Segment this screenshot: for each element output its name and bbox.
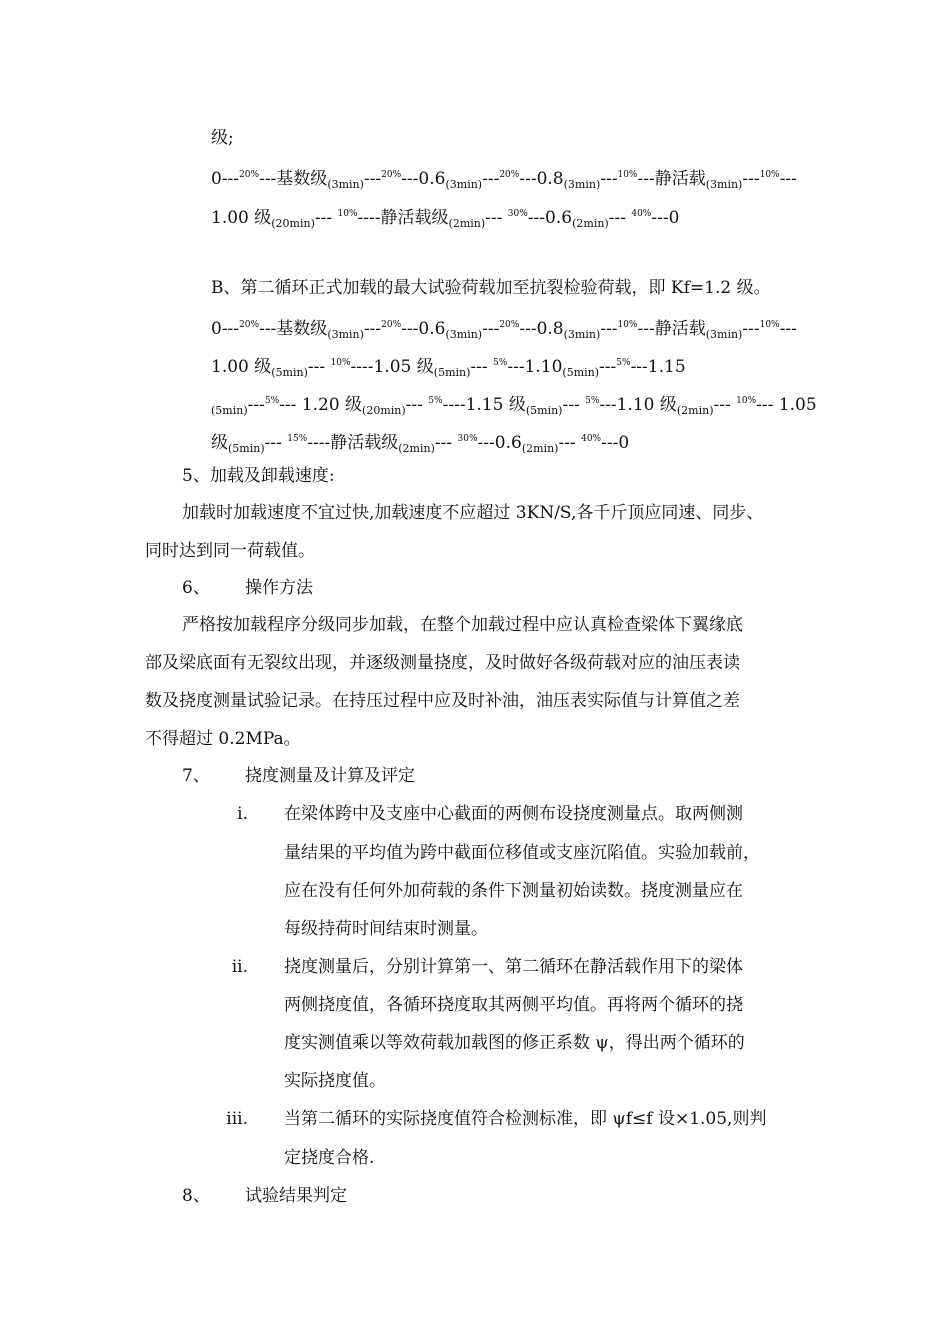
second-cycle-sequence-line-3-text-11: ---1.10 级 [599, 395, 677, 415]
second-cycle-sequence-line-1 [211, 314, 797, 346]
paragraph-tail: 级; [211, 128, 234, 148]
first-cycle-sequence-line-1-text-0: 0--- [211, 169, 240, 189]
section-7-number: 7、 [182, 766, 210, 786]
section-5-line-1: 加载时加载速度不宜过快,加载速度不应超过 3KN/S,各千斤顶应同速、同步、 [182, 503, 764, 523]
second-cycle-sequence-line-1-text-0: 0--- [211, 319, 240, 339]
second-cycle-sequence-line-3-text-3: --- 1.20 级 [279, 395, 363, 415]
second-cycle-sequence-line-4-supscript-3: 15% [287, 434, 308, 444]
second-cycle-sequence-line-4-supscript-11: 40% [581, 434, 602, 444]
first-cycle-sequence-line-2-text-2: --- [314, 208, 338, 228]
section-8-number: 8、 [182, 1186, 210, 1206]
second-cycle-sequence-line-3-subscript-8: (5min) [525, 404, 563, 417]
first-cycle-sequence-line-2-supscript-3: 10% [337, 209, 358, 219]
second-cycle-sequence-line-3-text-5: --- [405, 395, 429, 415]
list-item-iii-line-2: 定挠度合格. [284, 1148, 375, 1168]
first-cycle-sequence-line-2-supscript-11: 40% [631, 209, 652, 219]
section-6-title: 操作方法 [245, 578, 313, 598]
first-cycle-sequence-line-1-supscript-5: 20% [381, 170, 402, 180]
second-cycle-sequence-line-3-subscript-0: (5min) [211, 404, 248, 417]
second-cycle-sequence-line-4-supscript-7: 30% [457, 434, 478, 444]
second-cycle-sequence-line-1-text-8: --- [482, 319, 500, 339]
section-6-line-4: 不得超过 0.2MPa。 [145, 729, 301, 749]
first-cycle-sequence-line-2-subscript-1: (20min) [271, 217, 315, 230]
second-cycle-sequence-line-4-subscript-5: (2min) [398, 442, 435, 455]
second-cycle-sequence-line-4-text-8: ---0.6 [477, 433, 522, 453]
first-cycle-sequence-line-1-supscript-17: 10% [759, 170, 780, 180]
second-cycle-sequence-line-2-text-8: ---1.10 [507, 357, 563, 377]
second-cycle-sequence-line-1-text-6: ---0.6 [401, 319, 446, 339]
second-cycle-sequence-line-2-supscript-3: 10% [330, 358, 351, 368]
second-cycle-sequence-line-2-text-12: ---1.15 [630, 357, 686, 377]
list-marker-ii: ii. [231, 957, 248, 977]
first-cycle-sequence-line-2-text-8: ---0.6 [527, 208, 573, 228]
first-cycle-sequence-line-1-subscript-7: (3min) [445, 178, 483, 191]
list-item-ii-line-4: 实际挠度值。 [284, 1071, 386, 1091]
second-cycle-sequence-line-1-subscript-15: (3min) [705, 328, 743, 341]
second-cycle-sequence-line-3-text-9: --- [562, 395, 586, 415]
second-cycle-sequence-line-4-subscript-9: (2min) [521, 442, 559, 455]
section-6-line-1: 严格按加载程序分级同步加载，在整个加载过程中应认真检查梁体下翼缘底 [182, 615, 743, 635]
section-5-heading: 5、加载及卸载速度: [182, 466, 335, 486]
second-cycle-sequence-line-3-text-7: ----1.15 级 [442, 395, 526, 415]
first-cycle-sequence-line-1-supscript-1: 20% [239, 170, 260, 180]
list-item-iii-line-1: 当第二循环的实际挠度值符合检测标准，即 ψf≤f 设×1.05,则判 [284, 1109, 767, 1129]
first-cycle-sequence-line-1-text-4: --- [363, 169, 382, 189]
first-cycle-sequence-line-1-text-6: ---0.6 [401, 169, 446, 189]
second-cycle-sequence-line-2-supscript-7: 5% [493, 358, 508, 368]
second-cycle-sequence-line-4-text-10: --- [558, 433, 582, 453]
second-cycle-sequence-line-3-supscript-14: 10% [736, 396, 757, 406]
first-cycle-sequence-line-1-text-16: --- [742, 169, 760, 189]
second-cycle-sequence-line-3-supscript-6: 5% [428, 396, 443, 406]
first-cycle-sequence-line-2-subscript-9: (2min) [572, 217, 609, 230]
first-cycle-sequence-line-1-supscript-13: 10% [617, 170, 638, 180]
list-marker-i: i. [237, 804, 248, 824]
first-cycle-sequence-line-2-text-10: --- [608, 208, 632, 228]
second-cycle-sequence-line-1-text-2: ---基数级 [259, 319, 328, 339]
second-cycle-sequence-line-2-subscript-1: (5min) [271, 366, 308, 379]
second-cycle-heading: B、第二循环正式加载的最大试验荷载加至抗裂检验荷载，即 Kf=1.2 级。 [211, 278, 771, 298]
first-cycle-sequence-line-1-text-12: --- [600, 169, 618, 189]
first-cycle-sequence-line-2 [211, 203, 679, 235]
second-cycle-sequence-line-3 [211, 390, 817, 422]
first-cycle-sequence-line-1-supscript-9: 20% [499, 170, 520, 180]
section-7-title: 挠度测量及计算及评定 [245, 766, 415, 786]
first-cycle-sequence-line-1-text-2: ---基数级 [259, 169, 328, 189]
first-cycle-sequence-line-2-supscript-7: 30% [507, 209, 528, 219]
second-cycle-sequence-line-1-supscript-9: 20% [499, 320, 520, 330]
first-cycle-sequence-line-1-subscript-11: (3min) [563, 178, 601, 191]
first-cycle-sequence-line-1-subscript-3: (3min) [327, 178, 364, 191]
second-cycle-sequence-line-2-subscript-5: (5min) [433, 366, 471, 379]
second-cycle-sequence-line-4-subscript-1: (5min) [228, 442, 265, 455]
second-cycle-sequence-line-3-text-15: --- 1.05 [756, 395, 817, 415]
list-marker-iii: iii. [226, 1109, 248, 1129]
second-cycle-sequence-line-2-text-6: --- [470, 357, 494, 377]
section-6-line-2: 部及梁底面有无裂纹出现，并逐级测量挠度，及时做好各级荷载对应的油压表读 [145, 653, 740, 673]
list-item-i-line-4: 每级持荷时间结束时测量。 [284, 919, 488, 939]
first-cycle-sequence-line-1-text-14: ---静活载 [637, 169, 706, 189]
first-cycle-sequence-line-1-subscript-15: (3min) [705, 178, 743, 191]
first-cycle-sequence-line-2-subscript-5: (2min) [448, 217, 486, 230]
second-cycle-sequence-line-2-text-4: ----1.05 级 [350, 357, 434, 377]
first-cycle-sequence-line-2-text-4: ----静活载级 [357, 208, 449, 228]
second-cycle-sequence-line-3-subscript-4: (20min) [362, 404, 406, 417]
second-cycle-sequence-line-4-text-2: --- [264, 433, 288, 453]
second-cycle-sequence-line-4-text-12: ---0 [601, 433, 630, 453]
second-cycle-sequence-line-3-supscript-2: 5% [264, 396, 280, 406]
second-cycle-sequence-line-1-text-10: ---0.8 [519, 319, 564, 339]
second-cycle-sequence-line-2-subscript-9: (5min) [562, 366, 600, 379]
first-cycle-sequence-line-2-text-0: 1.00 级 [211, 208, 272, 228]
first-cycle-sequence-line-1 [211, 164, 797, 196]
second-cycle-sequence-line-2-supscript-11: 5% [616, 358, 631, 368]
second-cycle-sequence-line-1-text-4: --- [363, 319, 382, 339]
second-cycle-sequence-line-1-supscript-5: 20% [381, 320, 402, 330]
first-cycle-sequence-line-1-text-18: --- [779, 169, 797, 189]
list-item-ii-line-2: 两侧挠度值，各循环挠度取其两侧平均值。再将两个循环的挠 [284, 995, 743, 1015]
first-cycle-sequence-line-2-text-12: ---0 [651, 208, 680, 228]
list-item-ii-line-3: 度实测值乘以等效荷载加载图的修正系数 ψ，得出两个循环的 [284, 1033, 745, 1053]
second-cycle-sequence-line-1-text-16: --- [742, 319, 760, 339]
second-cycle-sequence-line-4-text-6: --- [434, 433, 458, 453]
second-cycle-sequence-line-2 [211, 352, 686, 384]
list-item-i-line-2: 量结果的平均值为跨中截面位移值或支座沉陷值。实验加载前， [284, 843, 760, 863]
second-cycle-sequence-line-3-subscript-12: (2min) [676, 404, 714, 417]
first-cycle-sequence-line-1-text-8: --- [482, 169, 500, 189]
section-8-title: 试验结果判定 [245, 1186, 347, 1206]
second-cycle-sequence-line-1-subscript-7: (3min) [445, 328, 483, 341]
list-item-ii-line-1: 挠度测量后，分别计算第一、第二循环在静活载作用下的梁体 [284, 957, 743, 977]
second-cycle-sequence-line-3-text-1: --- [247, 395, 265, 415]
second-cycle-sequence-line-2-text-10: --- [599, 357, 617, 377]
second-cycle-sequence-line-1-supscript-13: 10% [617, 320, 638, 330]
second-cycle-sequence-line-1-text-14: ---静活载 [637, 319, 706, 339]
list-item-i-line-1: 在梁体跨中及支座中心截面的两侧布设挠度测量点。取两侧测 [284, 804, 743, 824]
second-cycle-sequence-line-1-text-18: --- [779, 319, 797, 339]
second-cycle-sequence-line-1-supscript-1: 20% [239, 320, 260, 330]
section-5-line-2: 同时达到同一荷载值。 [145, 541, 315, 561]
second-cycle-sequence-line-3-supscript-10: 5% [585, 396, 600, 406]
first-cycle-sequence-line-2-text-6: --- [485, 208, 508, 228]
second-cycle-sequence-line-2-text-0: 1.00 级 [211, 357, 272, 377]
second-cycle-sequence-line-4 [211, 428, 629, 460]
first-cycle-sequence-line-1-text-10: ---0.8 [519, 169, 564, 189]
second-cycle-sequence-line-4-text-0: 级 [211, 433, 228, 453]
second-cycle-sequence-line-2-text-2: --- [307, 357, 331, 377]
second-cycle-sequence-line-1-subscript-3: (3min) [327, 328, 364, 341]
second-cycle-sequence-line-1-supscript-17: 10% [759, 320, 780, 330]
second-cycle-sequence-line-4-text-4: ----静活载级 [307, 433, 399, 453]
second-cycle-sequence-line-1-text-12: --- [600, 319, 618, 339]
list-item-i-line-3: 应在没有任何外加荷载的条件下测量初始读数。挠度测量应在 [284, 881, 743, 901]
section-6-line-3: 数及挠度测量试验记录。在持压过程中应及时补油，油压表实际值与计算值之差 [145, 691, 740, 711]
second-cycle-sequence-line-1-subscript-11: (3min) [563, 328, 601, 341]
second-cycle-sequence-line-3-text-13: --- [713, 395, 737, 415]
section-6-number: 6、 [182, 578, 210, 598]
